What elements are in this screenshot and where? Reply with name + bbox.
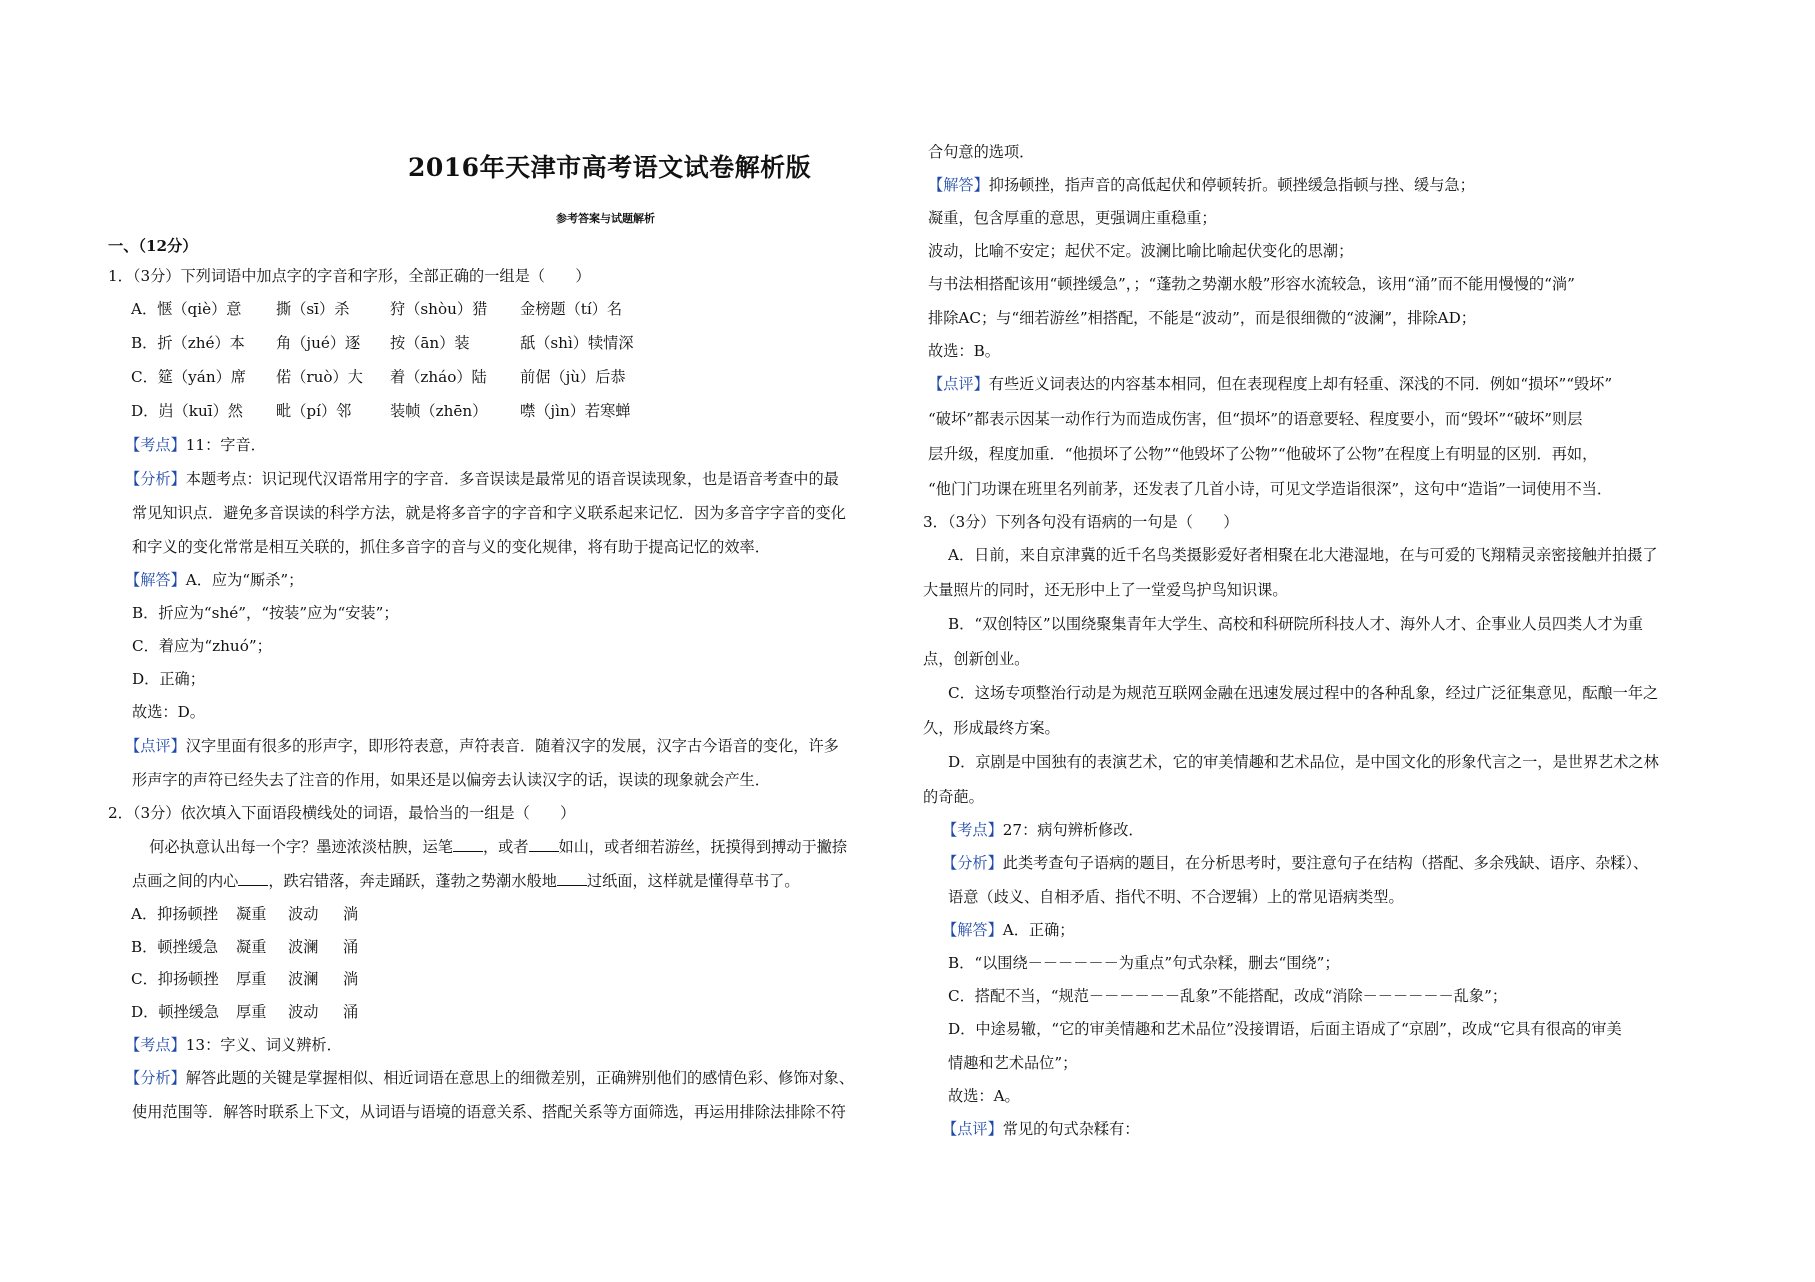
q2-passage-line: 何必执意认出每一个字？墨迹浓淡枯腴，运笔 ，或者 如山，或者细若游丝，抚摸得到搏动于撇捺 xyxy=(134,838,848,856)
q1-dianping-line: 形声字的声符已经失去了注音的作用，如果还是以偏旁去认读汉字的话，误读的现象就会产生． xyxy=(132,771,770,789)
q3-kaodian: 【考点】27：病句辨析修改． xyxy=(942,821,1144,839)
q2-option-c: C．抑扬顿挫 厚重 波澜 淌 xyxy=(131,970,359,988)
q3-option-c: C．这场专项整治行动是为规范互联网金融在迅速发展过程中的各种乱象，经过广泛征集意见，酝酿一年之 xyxy=(948,684,1659,702)
q2-jieda-line: 排除AC；与“细若游丝”相搭配，不能是“波动”，而是很细微的“波澜”，排除AD； xyxy=(928,309,1476,327)
q2-option-b: B．顿挫缓急 凝重 波澜 涌 xyxy=(131,938,359,956)
q3-option-b-cont: 点，创新创业。 xyxy=(923,650,1030,668)
q3-option-a-cont: 大量照片的同时，还无形中上了一堂爱鸟护鸟知识课。 xyxy=(923,581,1288,599)
q2-passage-line: 点画之间的内心 ，跌宕错落，奔走踊跃，蓬勃之势潮水般地 过纸面，这样就是懂得草书了。 xyxy=(132,872,800,890)
q1-jieda: 【解答】A．应为“厮杀”； xyxy=(125,571,304,589)
q3-jieda-line: D．中途易辙，“它的审美情趣和艺术品位”没接谓语，后面主语成了“京剧”，改成“它具有很高的审美 xyxy=(948,1020,1622,1038)
section-heading: 一、（12分） xyxy=(108,237,198,255)
page-title: 2016年天津市高考语文试卷解析版 xyxy=(408,153,812,182)
q1-fenxi-line: 常见知识点．避免多音误读的科学方法，就是将多音字的字音和字义联系起来记忆．因为多音字字音的变化 xyxy=(132,504,846,522)
q1-jieda-line: 故选：D。 xyxy=(132,703,205,721)
q1-option-c: C．筵（yán）席 偌（ruò）大 着（zháo）陆 前倨（jù）后恭 xyxy=(131,368,626,386)
q3-stem: 3．（3分）下列各句没有语病的一句是（ ） xyxy=(923,513,1239,531)
q3-option-d-cont: 的奇葩。 xyxy=(923,788,984,806)
q3-dianping: 【点评】常见的句式杂糅有： xyxy=(942,1120,1140,1138)
q3-jieda-line: C．搭配不当，“规范－－－－－－乱象”不能搭配，改成“消除－－－－－－乱象”； xyxy=(948,987,1508,1005)
q1-kaodian: 【考点】11：字音． xyxy=(125,436,266,454)
q1-option-a: A．惬（qiè）意 撕（sī）杀 狩（shòu）猎 金榜题（tí）名 xyxy=(131,300,623,318)
q1-fenxi-line: 和字义的变化常常是相互关联的，抓住多音字的音与义的变化规律，将有助于提高记忆的效率． xyxy=(132,538,770,556)
q1-option-d: D．岿（kuī）然 毗（pí）邻 装帧（zhēn） 噤（jìn）若寒蝉 xyxy=(131,402,631,420)
q1-jieda-line: D．正确； xyxy=(132,670,205,688)
q3-option-d: D．京剧是中国独有的表演艺术，它的审美情趣和艺术品位，是中国文化的形象代言之一，是世界艺术之林 xyxy=(948,753,1659,771)
q1-jieda-line: B．折应为“shé”，“按装”应为“安装”； xyxy=(132,604,399,622)
q2-jieda: 【解答】抑扬顿挫，指声音的高低起伏和停顿转折。顿挫缓急指顿与挫、缓与急； xyxy=(928,176,1475,194)
q3-fenxi-line: 语意（歧义、自相矛盾、指代不明、不合逻辑）上的常见语病类型。 xyxy=(948,888,1404,906)
q2-stem: 2．（3分）依次填入下面语段横线处的词语，最恰当的一组是（ ） xyxy=(108,804,576,822)
q3-option-b: B．“双创特区”以围绕聚集青年大学生、高校和科研院所科技人才、海外人才、企事业人员四类人才为重 xyxy=(948,615,1643,633)
q3-jieda-line: B．“以围绕－－－－－－为重点”句式杂糅，删去“围绕”； xyxy=(948,954,1340,972)
q2-jieda-line: 波动，比喻不安定；起伏不定。波澜比喻比喻起伏变化的思潮； xyxy=(928,242,1354,260)
q2-dianping-line: 层升级，程度加重．“他损坏了公物”“他毁坏了公物”“他破坏了公物”在程度上有明显的区别．再如， xyxy=(928,445,1598,463)
q3-option-a: A．日前，来自京津冀的近千名鸟类摄影爱好者相聚在北大港湿地，在与可爱的飞翔精灵亲密接触并拍摄了 xyxy=(948,546,1658,564)
q3-fenxi: 【分析】此类考查句子语病的题目，在分析思考时，要注意句子在结构（搭配、多余残缺、语序、杂糅）、 xyxy=(942,854,1649,872)
q3-jieda-line: 故选：A。 xyxy=(948,1087,1020,1105)
q2-option-d: D．顿挫缓急 厚重 波动 涌 xyxy=(131,1003,359,1021)
q3-jieda-line: 情趣和艺术品位”； xyxy=(948,1054,1078,1072)
q2-fenxi-line: 合句意的选项． xyxy=(928,143,1035,161)
q1-dianping: 【点评】汉字里面有很多的形声字，即形符表意，声符表音．随着汉字的发展，汉字古今语音的变化，许多 xyxy=(125,737,839,755)
q2-jieda-line: 与书法相搭配该用“顿挫缓急”，；“蓬勃之势潮水般”形容水流较急，该用“涌”而不能用慢慢的“淌” xyxy=(928,275,1575,293)
q3-option-c-cont: 久，形成最终方案。 xyxy=(923,719,1060,737)
q1-fenxi: 【分析】本题考点：识记现代汉语常用字的字音．多音误读是最常见的语音误读现象，也是语音考查中的最 xyxy=(125,470,839,488)
q1-option-b: B．折（zhé）本 角（jué）逐 按（ān）装 舐（shì）犊情深 xyxy=(131,334,634,352)
q2-kaodian: 【考点】13：字义、词义辨析． xyxy=(125,1036,342,1054)
q1-stem: 1．（3分）下列词语中加点字的字音和字形，全部正确的一组是（ ） xyxy=(108,267,591,285)
q2-fenxi-line: 使用范围等．解答时联系上下文，从词语与语境的语意关系、搭配关系等方面筛选，再运用排除法排除不符 xyxy=(132,1103,846,1121)
q2-dianping-line: “破坏”都表示因某一动作行为而造成伤害，但“损坏”的语意要轻、程度要小，而“毁坏”“破坏”则层 xyxy=(928,410,1583,428)
q1-jieda-line: C．着应为“zhuó”； xyxy=(132,637,272,655)
q2-dianping-line: “他门门功课在班里名列前茅，还发表了几首小诗，可见文学造诣很深”，这句中“造诣”一词使用不当． xyxy=(928,480,1613,498)
q2-dianping: 【点评】有些近义词表达的内容基本相同，但在表现程度上却有轻重、深浅的不同．例如“损坏”“毁坏” xyxy=(928,375,1613,393)
q2-jieda-line: 故选：B。 xyxy=(928,342,1000,360)
page-subtitle: 参考答案与试题解析 xyxy=(556,212,655,225)
q2-option-a: A．抑扬顿挫 凝重 波动 淌 xyxy=(131,905,359,923)
q2-fenxi: 【分析】解答此题的关键是掌握相似、相近词语在意思上的细微差别，正确辨别他们的感情色彩、修饰对象、 xyxy=(125,1069,854,1087)
q3-jieda: 【解答】A．正确； xyxy=(942,921,1075,939)
q2-jieda-line: 凝重，包含厚重的意思，更强调庄重稳重； xyxy=(928,209,1217,227)
